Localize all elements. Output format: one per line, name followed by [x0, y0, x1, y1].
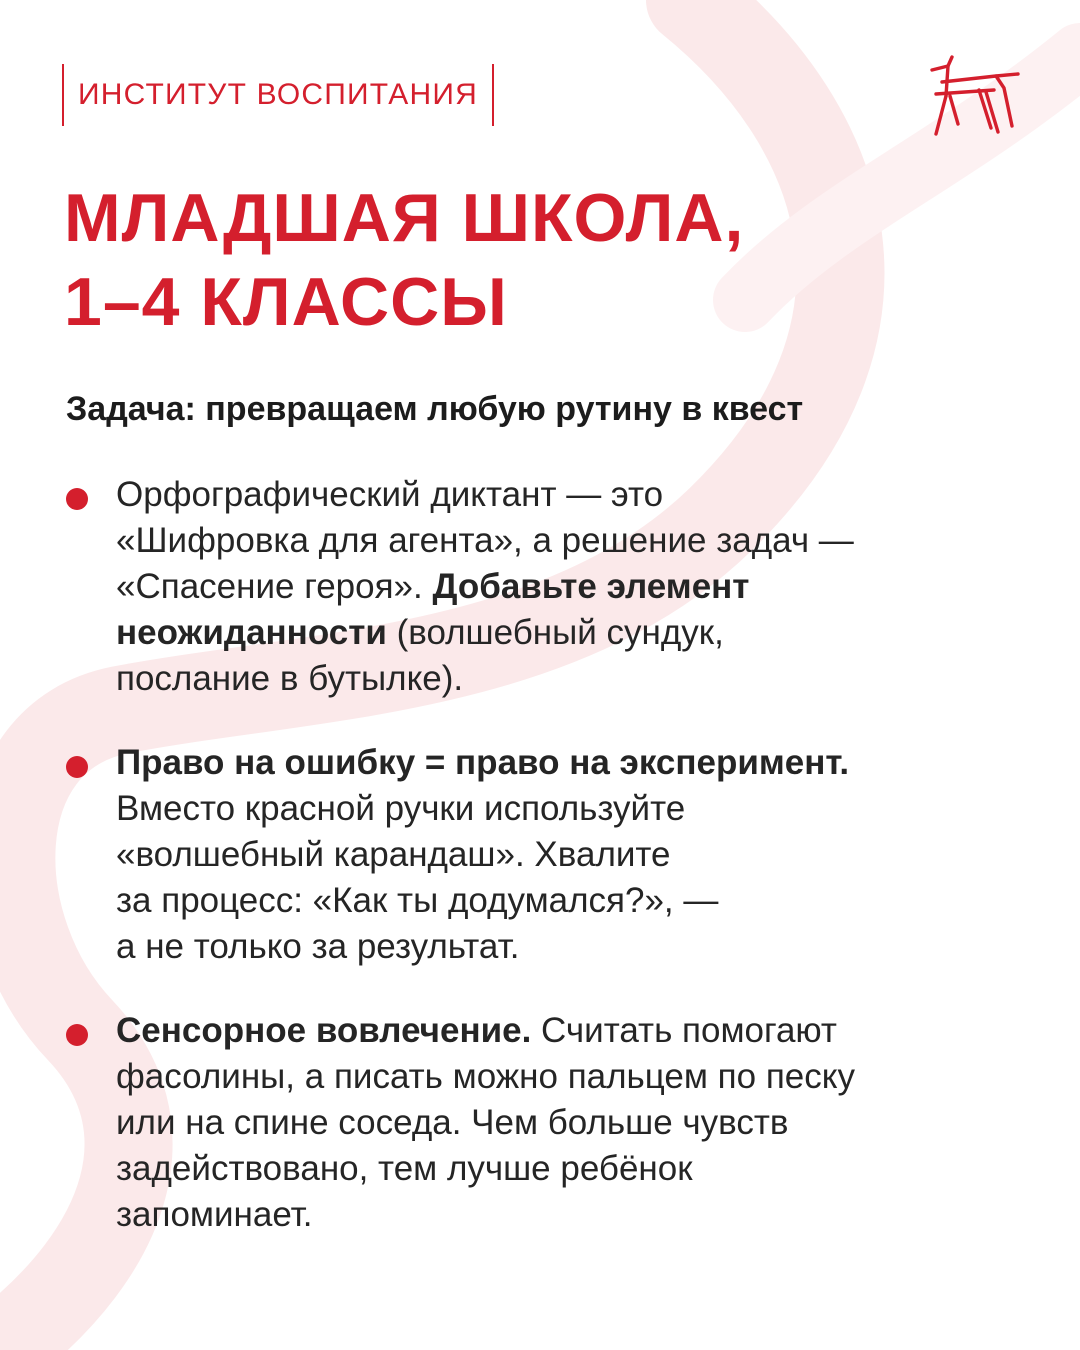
text-line [116, 1100, 1016, 1146]
text-segment: Вместо красной ручки используйте [116, 789, 686, 828]
list-item-text [116, 740, 1016, 970]
bullet-dot [66, 756, 88, 778]
text-line [116, 878, 1016, 924]
text-segment: за процесс: «Как ты додумался?», — [116, 881, 719, 920]
text-line [116, 740, 1016, 786]
text-segment: «волшебный карандаш». Хвалите [116, 835, 671, 874]
bold-text-segment: Право на ошибку = право на эксперимент. [116, 743, 850, 782]
title-line-1: МЛАДШАЯ ШКОЛА, [64, 180, 745, 256]
bold-text-segment: неожиданности [116, 613, 387, 652]
brand-header [62, 64, 494, 126]
text-line [116, 832, 1016, 878]
page-title [64, 176, 984, 344]
title-line-2: 1–4 КЛАССЫ [64, 264, 508, 340]
text-line [116, 1192, 1016, 1238]
text-line [116, 1146, 1016, 1192]
list-item-text [116, 472, 1016, 702]
list-item [66, 1008, 1016, 1238]
text-line [116, 564, 1016, 610]
text-line [116, 610, 1016, 656]
text-segment: «Спасение героя». [116, 567, 433, 606]
text-line [116, 924, 1016, 970]
text-line [116, 1054, 1016, 1100]
bold-text-segment: Добавьте элемент [432, 567, 750, 606]
text-segment: (волшебный сундук, [386, 613, 724, 652]
text-segment: а не только за результат. [116, 927, 520, 966]
bold-text-segment: Сенсорное вовлечение. [116, 1011, 532, 1050]
text-line [116, 656, 1016, 702]
text-segment: запоминает. [116, 1195, 313, 1234]
text-line [116, 472, 1016, 518]
text-segment: или на спине соседа. Чем больше чувств [116, 1103, 789, 1142]
brand-right-divider [492, 64, 494, 126]
text-segment: послание в бутылке). [116, 659, 464, 698]
brand-name: ИНСТИТУТ ВОСПИТАНИЯ [78, 78, 478, 111]
text-segment: задействовано, тем лучше ребёнок [116, 1149, 693, 1188]
bullet-dot [66, 488, 88, 510]
text-line [116, 518, 1016, 564]
text-line [116, 1008, 1016, 1054]
task-subtitle: Задача: превращаем любую рутину в квест [66, 390, 804, 428]
text-segment: «Шифровка для агента», а решение задач — [116, 521, 854, 560]
list-item-text [116, 1008, 1016, 1238]
list-item [66, 472, 1016, 702]
text-segment: Орфографический диктант — это [116, 475, 664, 514]
horse-icon [924, 52, 1020, 138]
text-segment: фасолины, а писать можно пальцем по песку [116, 1057, 855, 1096]
list-item [66, 740, 1016, 970]
text-segment: Считать помогают [531, 1011, 837, 1050]
bullet-dot [66, 1024, 88, 1046]
text-line [116, 786, 1016, 832]
